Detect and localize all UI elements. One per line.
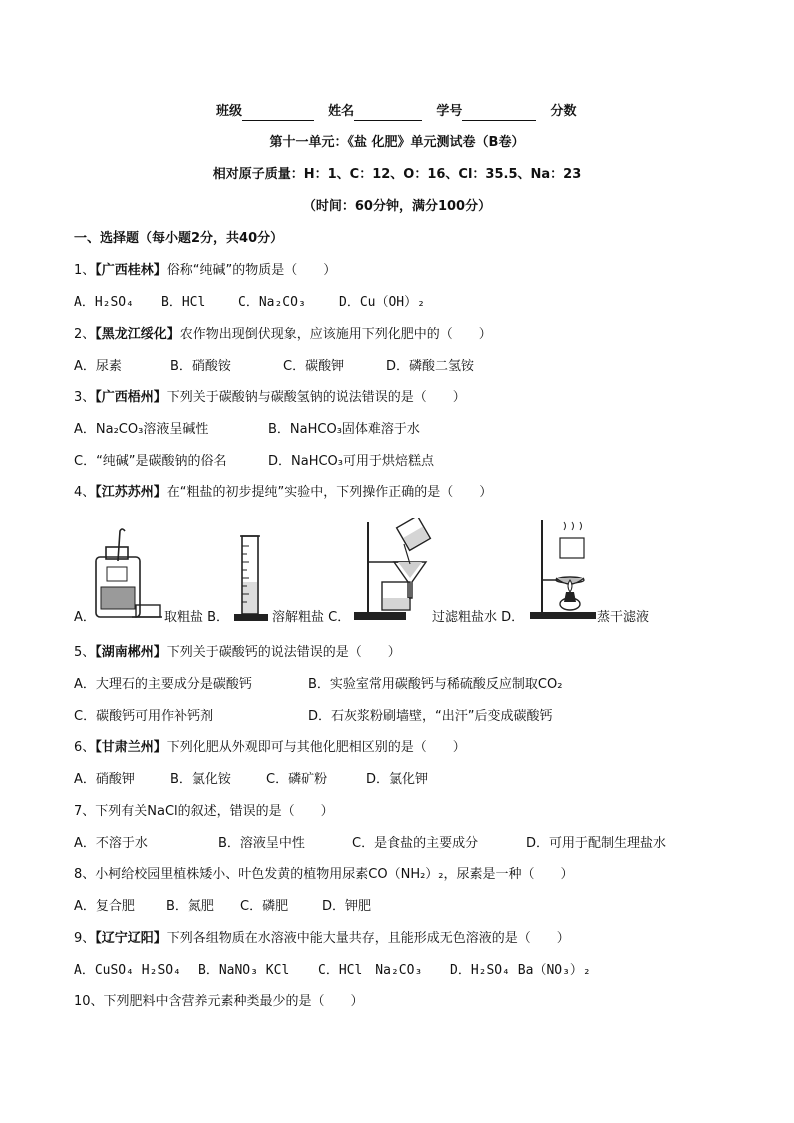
time-info: （时间：60分钟，满分100分） <box>302 199 492 214</box>
q3-option-a[interactable]: A．Na₂CO₃溶液呈碱性 <box>74 422 209 437</box>
q8-option-a[interactable]: A．复合肥 <box>74 899 135 914</box>
question-number: 4、 <box>74 485 96 500</box>
question-source: 【湖南郴州】 <box>95 645 167 660</box>
question-source: 【甘肃兰州】 <box>95 740 167 755</box>
question-3 <box>74 389 466 407</box>
q4-option-d-caption: 蒸干滤液 <box>597 610 650 625</box>
question-text: 下列肥料中含营养元素种类最少的是（ ） <box>103 994 364 1009</box>
q2-option-c[interactable]: C．碳酸钾 <box>283 359 345 374</box>
q8-option-b[interactable]: B．氮肥 <box>166 899 214 914</box>
student-info-line <box>216 103 576 121</box>
q9-option-b[interactable]: B．NaNO₃ KCl <box>198 963 290 978</box>
q1-option-b[interactable]: B．HCl <box>161 295 206 310</box>
q2-option-b[interactable]: B．硝酸铵 <box>170 359 231 374</box>
question-source: 【广西桂林】 <box>95 263 167 278</box>
question-text: 在“粗盐的初步提纯”实验中，下列操作正确的是（ ） <box>166 485 493 500</box>
question-source: 【黑龙江绥化】 <box>95 327 180 342</box>
q7-option-c[interactable]: C．是食盐的主要成分 <box>352 836 479 851</box>
question-source: 【广西梧州】 <box>95 390 167 405</box>
q5-option-c[interactable]: C．碳酸钙可用作补钙剂 <box>74 709 214 724</box>
question-4 <box>74 484 492 502</box>
question-9 <box>74 930 570 948</box>
q5-option-a[interactable]: A．大理石的主要成分是碳酸钙 <box>74 677 252 692</box>
question-text: 下列关于碳酸钠与碳酸氢钠的说法错误的是（ ） <box>166 390 466 405</box>
question-number: 5、 <box>74 645 96 660</box>
q5-option-b[interactable]: B．实验室常用碳酸钙与稀硫酸反应制取CO₂ <box>308 677 563 692</box>
q4-option-c-caption: 过滤粗盐水 D． <box>432 610 525 625</box>
name-field[interactable] <box>354 106 422 121</box>
question-text: 小柯给校园里植株矮小、叶色发黄的植物用尿素CO（NH₂）₂，尿素是一种（ ） <box>95 867 574 882</box>
question-1 <box>74 262 336 280</box>
q7-option-b[interactable]: B．溶液呈中性 <box>218 836 305 851</box>
score-label: 分数 <box>550 104 577 119</box>
q4-option-b-caption: 溶解粗盐 C． <box>272 610 351 625</box>
reagent-bottle-spoon-image[interactable] <box>92 527 164 623</box>
question-number: 7、 <box>74 804 96 819</box>
question-source: 【辽宁辽阳】 <box>95 931 167 946</box>
question-number: 3、 <box>74 390 96 405</box>
question-number: 2、 <box>74 327 96 342</box>
graduated-cylinder-image[interactable] <box>232 532 274 624</box>
question-text: 下列关于碳酸钙的说法错误的是（ ） <box>166 645 401 660</box>
q1-option-a[interactable]: A．H₂SO₄ <box>74 295 134 310</box>
class-field[interactable] <box>242 106 314 121</box>
q1-option-c[interactable]: C．Na₂CO₃ <box>238 295 306 310</box>
atomic-masses: 相对原子质量：H：1、C：12、O：16、Cl：35.5、Na：23 <box>212 167 582 182</box>
class-label: 班级 <box>216 104 243 119</box>
q4-option-a[interactable]: A． <box>74 610 96 625</box>
q3-option-b[interactable]: B．NaHCO₃固体难溶于水 <box>268 422 420 437</box>
q8-option-d[interactable]: D．钾肥 <box>322 899 372 914</box>
question-text: 下列化肥从外观即可与其他化肥相区别的是（ ） <box>166 740 466 755</box>
question-2 <box>74 326 492 344</box>
q3-option-c[interactable]: C．“纯碱”是碳酸钠的俗名 <box>74 454 227 469</box>
question-text: 下列各组物质在水溶液中能大量共存，且能形成无色溶液的是（ ） <box>166 931 570 946</box>
q2-option-d[interactable]: D．磷酸二氢铵 <box>386 359 475 374</box>
q7-option-a[interactable]: A．不溶于水 <box>74 836 148 851</box>
evaporation-apparatus-image[interactable] <box>528 516 600 622</box>
question-number: 9、 <box>74 931 96 946</box>
question-text: 下列有关NaCl的叙述，错误的是（ ） <box>95 804 334 819</box>
q7-option-d[interactable]: D．可用于配制生理盐水 <box>526 836 667 851</box>
q2-option-a[interactable]: A．尿素 <box>74 359 122 374</box>
question-8 <box>74 866 574 884</box>
question-number: 8、 <box>74 867 96 882</box>
section-title: 一、选择题（每小题2分，共40分） <box>74 231 284 246</box>
q4-option-a-caption: 取粗盐 B． <box>164 610 230 625</box>
question-number: 1、 <box>74 263 96 278</box>
q8-option-c[interactable]: C．磷肥 <box>240 899 289 914</box>
question-7 <box>74 803 334 821</box>
exam-title: 第十一单元：《盐 化肥》单元测试卷（B卷） <box>269 135 525 150</box>
question-text: 农作物出现倒伏现象，应该施用下列化肥中的（ ） <box>179 327 492 342</box>
q6-option-d[interactable]: D．氯化钾 <box>366 772 429 787</box>
q1-option-d[interactable]: D．Cu（OH）₂ <box>339 295 425 310</box>
q9-option-a[interactable]: A．CuSO₄ H₂SO₄ <box>74 963 181 978</box>
q5-option-d[interactable]: D．石灰浆粉刷墙壁，“出汗”后变成碳酸钙 <box>308 709 553 724</box>
q6-option-b[interactable]: B．氯化铵 <box>170 772 231 787</box>
question-number: 6、 <box>74 740 96 755</box>
number-label: 学号 <box>436 104 463 119</box>
question-10 <box>74 993 364 1011</box>
q3-option-d[interactable]: D．NaHCO₃可用于烘焙糕点 <box>268 454 434 469</box>
number-field[interactable] <box>462 106 536 121</box>
question-text: 俗称“纯碱”的物质是（ ） <box>166 263 337 278</box>
question-6 <box>74 739 466 757</box>
question-source: 【江苏苏州】 <box>95 485 167 500</box>
q6-option-a[interactable]: A．硝酸钾 <box>74 772 135 787</box>
q6-option-c[interactable]: C．磷矿粉 <box>266 772 328 787</box>
q9-option-c[interactable]: C．HCl Na₂CO₃ <box>318 963 423 978</box>
question-number: 10、 <box>74 994 104 1009</box>
name-label: 姓名 <box>328 104 355 119</box>
filtration-apparatus-image[interactable] <box>352 518 434 622</box>
question-5 <box>74 644 401 662</box>
q9-option-d[interactable]: D．H₂SO₄ Ba（NO₃）₂ <box>450 963 591 978</box>
